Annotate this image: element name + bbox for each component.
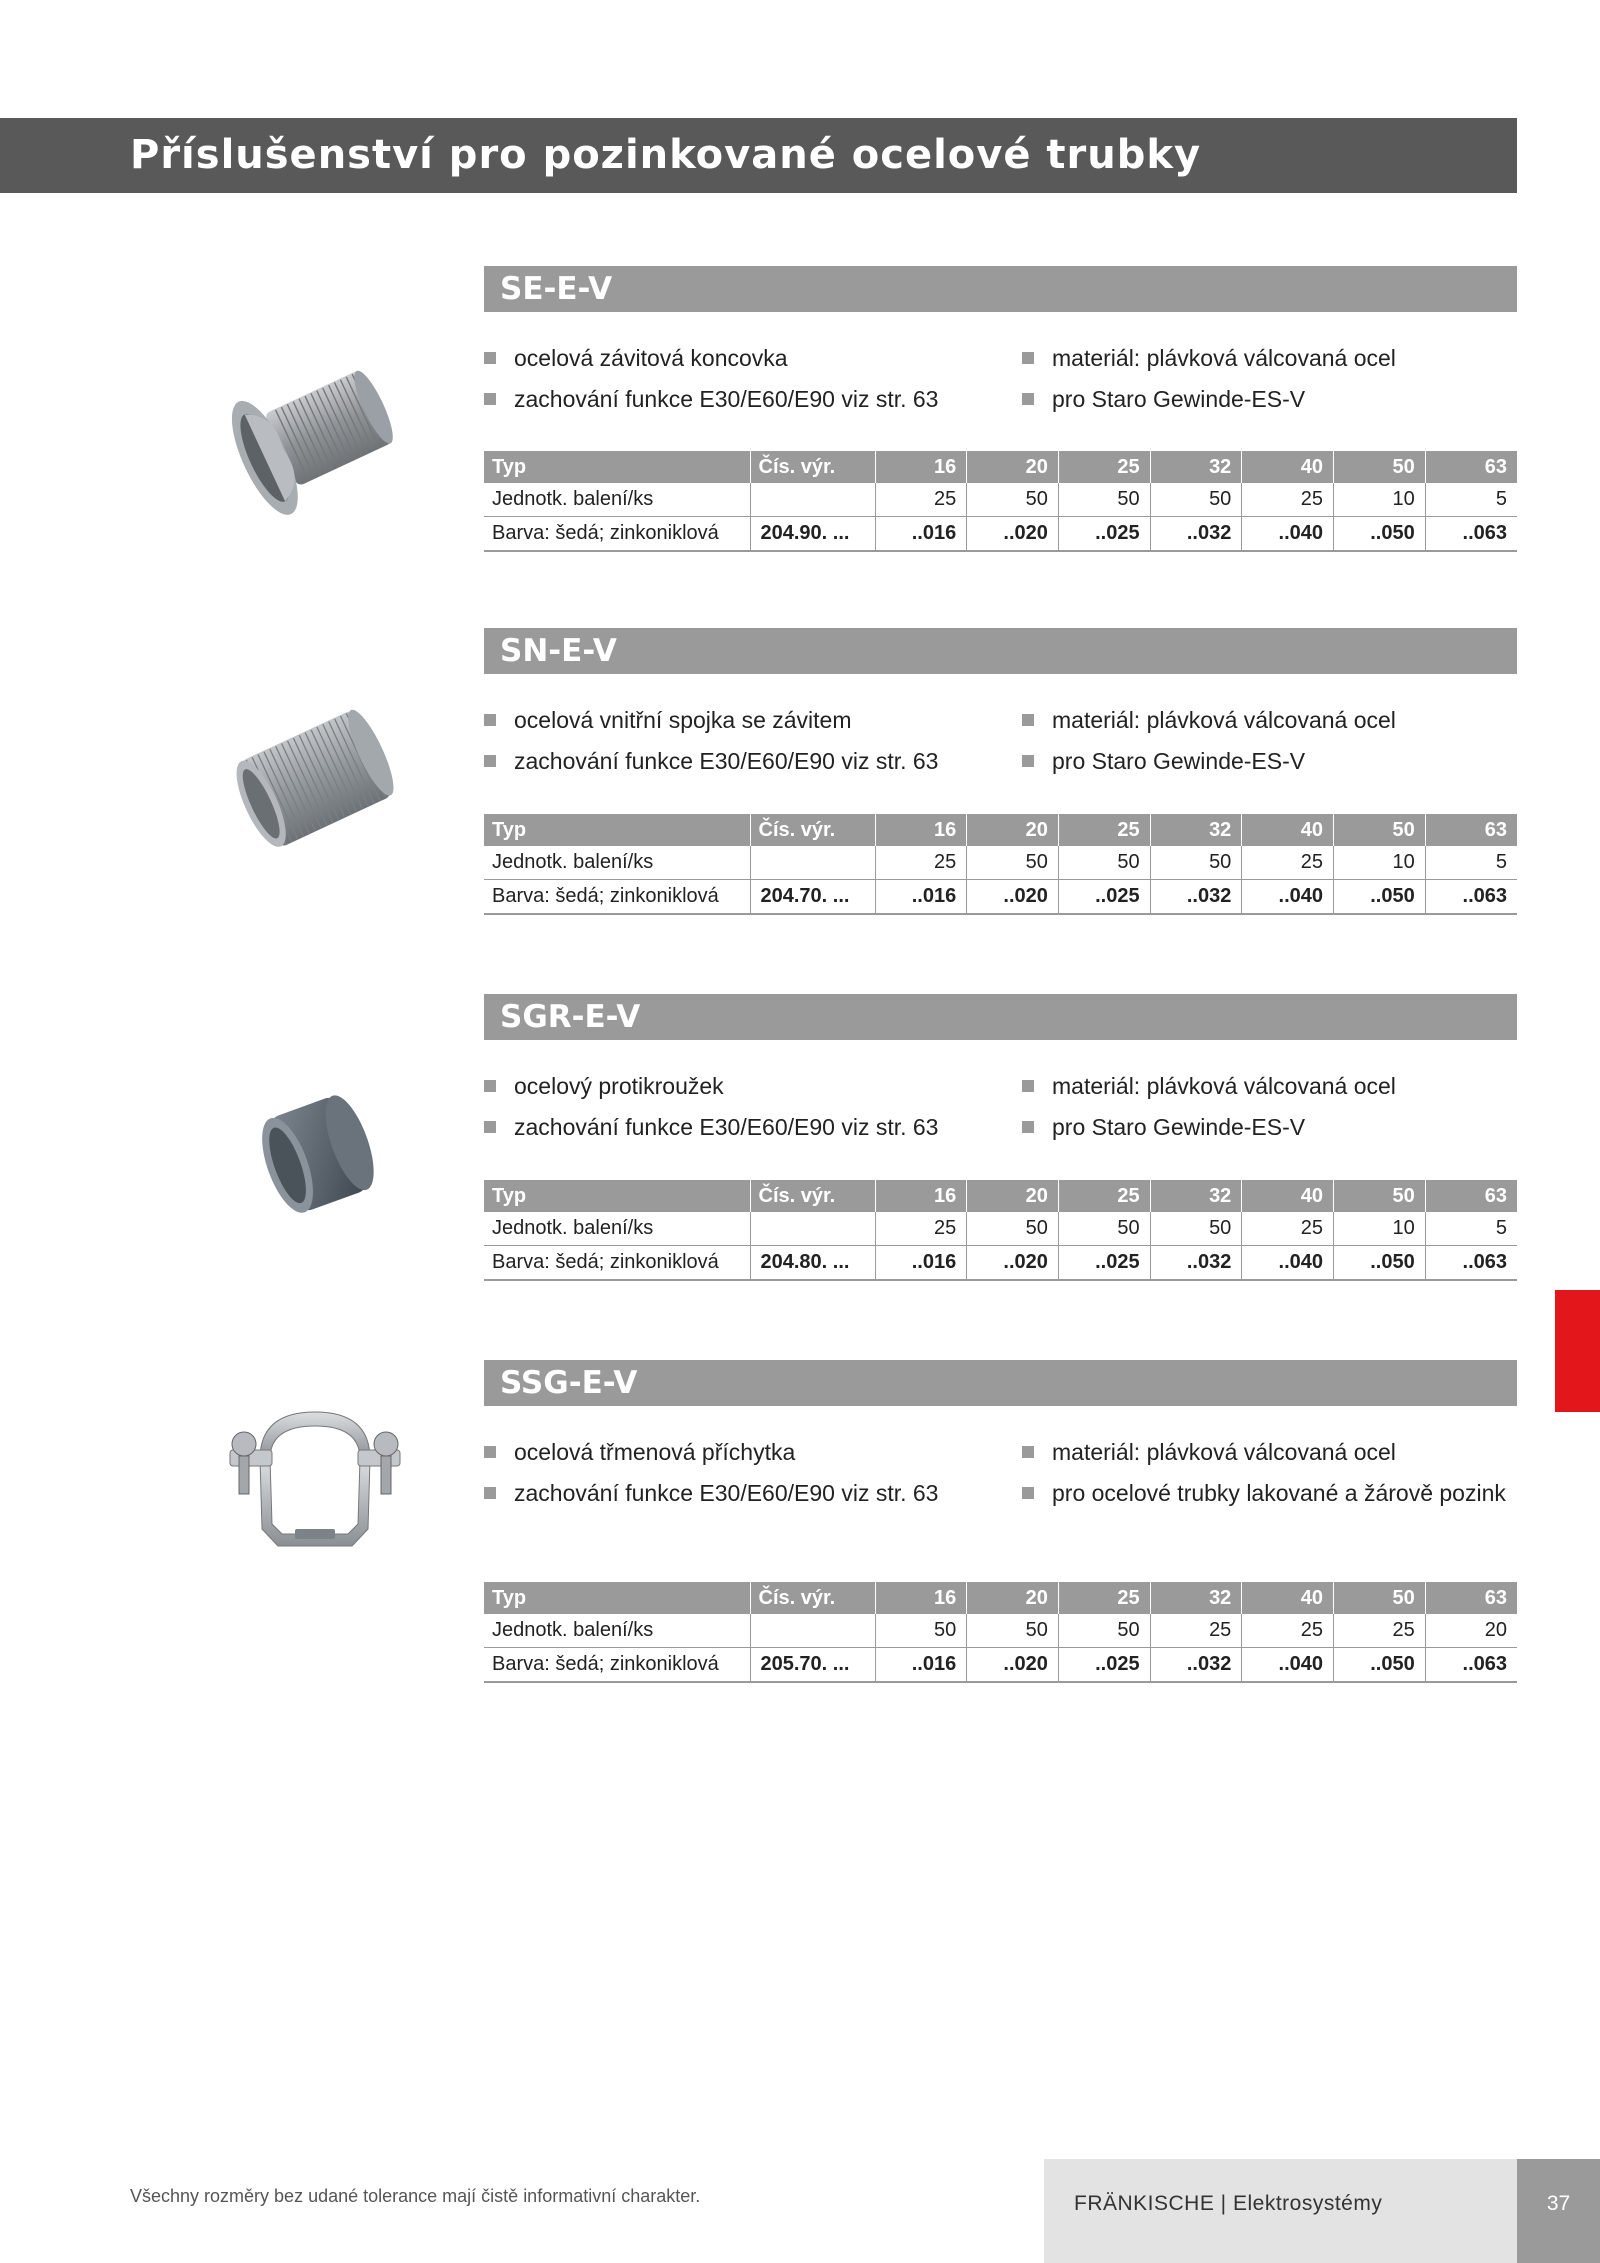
bullet-square-icon — [1022, 1080, 1034, 1092]
article-base-number: 204.80. ... — [750, 1246, 875, 1281]
size-header: 20 — [967, 451, 1059, 483]
feature-text: zachování funkce E30/E60/E90 viz str. 63 — [514, 1480, 939, 1506]
packaging-cell: 5 — [1425, 483, 1517, 517]
article-base-number: 204.90. ... — [750, 517, 875, 552]
packaging-cell: 50 — [1150, 1212, 1242, 1246]
article-code-cell: ..016 — [875, 1246, 967, 1281]
article-code-cell: ..050 — [1334, 880, 1426, 915]
feature-list-right — [1022, 706, 1517, 788]
feature-bullet — [484, 385, 1004, 414]
chapter-marker-tab — [1555, 1290, 1600, 1412]
bullet-square-icon — [1022, 352, 1034, 364]
feature-text: ocelová závitová koncovka — [514, 345, 788, 371]
feature-bullet — [1022, 344, 1517, 373]
article-code-cell: ..016 — [875, 1648, 967, 1683]
section-header — [484, 628, 1517, 674]
footer-brand-text: FRÄNKISCHE | Elektrosystémy — [1074, 2192, 1383, 2215]
article-code-cell: ..020 — [967, 880, 1059, 915]
feature-text: pro Staro Gewinde-ES-V — [1052, 386, 1306, 412]
article-code-cell: ..032 — [1150, 880, 1242, 915]
size-header: 25 — [1058, 451, 1150, 483]
feature-list-right — [1022, 1072, 1517, 1154]
size-header: 25 — [1058, 1582, 1150, 1614]
feature-bullet — [1022, 1072, 1517, 1101]
size-header: 16 — [875, 814, 967, 846]
pipe-clamp-image — [200, 1384, 430, 1584]
size-header: 63 — [1425, 1582, 1517, 1614]
packaging-cell: 50 — [875, 1614, 967, 1648]
feature-text: zachování funkce E30/E60/E90 viz str. 63 — [514, 1114, 939, 1140]
packaging-cell: 50 — [967, 483, 1059, 517]
size-header: 50 — [1334, 451, 1426, 483]
row-label: Jednotk. balení/ks — [484, 1614, 750, 1648]
article-code-cell: ..016 — [875, 517, 967, 552]
packaging-cell: 25 — [1150, 1614, 1242, 1648]
article-code-cell: ..032 — [1150, 517, 1242, 552]
packaging-cell: 50 — [967, 1614, 1059, 1648]
packaging-cell: 20 — [1425, 1614, 1517, 1648]
article-code-cell: ..020 — [967, 1246, 1059, 1281]
article-header: Čís. výr. — [750, 1180, 875, 1212]
size-header: 50 — [1334, 1180, 1426, 1212]
article-code-cell: ..040 — [1242, 1246, 1334, 1281]
feature-list-left — [484, 1072, 1004, 1154]
row-label: Barva: šedá; zinkoniklová — [484, 1648, 750, 1683]
size-header: 20 — [967, 1180, 1059, 1212]
threaded-coupling-image — [200, 682, 430, 882]
size-header: 40 — [1242, 814, 1334, 846]
table-row — [484, 1648, 1517, 1683]
lock-ring-image — [200, 1050, 430, 1250]
section-header — [484, 1360, 1517, 1406]
packaging-cell: 50 — [1058, 846, 1150, 880]
empty-cell — [750, 1614, 875, 1648]
article-header: Čís. výr. — [750, 1582, 875, 1614]
article-code-cell: ..025 — [1058, 880, 1150, 915]
feature-bullet — [484, 1438, 1004, 1467]
size-header: 40 — [1242, 1180, 1334, 1212]
feature-bullet — [1022, 747, 1517, 776]
bullet-square-icon — [1022, 1487, 1034, 1499]
bullet-square-icon — [484, 1446, 496, 1458]
size-header: 63 — [1425, 1180, 1517, 1212]
table-header-row — [484, 1582, 1517, 1614]
packaging-cell: 50 — [1058, 1614, 1150, 1648]
size-header: 63 — [1425, 451, 1517, 483]
typ-header: Typ — [484, 814, 750, 846]
row-label: Barva: šedá; zinkoniklová — [484, 1246, 750, 1281]
bullet-square-icon — [1022, 393, 1034, 405]
row-label: Jednotk. balení/ks — [484, 483, 750, 517]
packaging-cell: 50 — [1058, 483, 1150, 517]
table-header-row — [484, 814, 1517, 846]
feature-text: zachování funkce E30/E60/E90 viz str. 63 — [514, 386, 939, 412]
size-header: 32 — [1150, 451, 1242, 483]
packaging-cell: 25 — [1242, 1212, 1334, 1246]
packaging-cell: 25 — [1242, 1614, 1334, 1648]
article-code-cell: ..025 — [1058, 1648, 1150, 1683]
row-label: Barva: šedá; zinkoniklová — [484, 517, 750, 552]
article-code-cell: ..025 — [1058, 517, 1150, 552]
size-header: 20 — [967, 814, 1059, 846]
article-base-number: 205.70. ... — [750, 1648, 875, 1683]
product-name: SGR-E-V — [500, 999, 641, 1035]
packaging-cell: 50 — [967, 1212, 1059, 1246]
packaging-cell: 10 — [1334, 846, 1426, 880]
page-number-box — [1517, 2159, 1600, 2263]
row-label: Jednotk. balení/ks — [484, 1212, 750, 1246]
article-code-cell: ..020 — [967, 1648, 1059, 1683]
packaging-cell: 25 — [875, 846, 967, 880]
packaging-cell: 50 — [1150, 483, 1242, 517]
packaging-cell: 5 — [1425, 846, 1517, 880]
size-header: 50 — [1334, 814, 1426, 846]
feature-bullet — [1022, 385, 1517, 414]
feature-text: pro Staro Gewinde-ES-V — [1052, 748, 1306, 774]
typ-header: Typ — [484, 1582, 750, 1614]
size-header: 16 — [875, 1582, 967, 1614]
packaging-cell: 10 — [1334, 483, 1426, 517]
table-header-row — [484, 451, 1517, 483]
article-code-cell: ..050 — [1334, 1246, 1426, 1281]
bullet-square-icon — [484, 393, 496, 405]
article-code-cell: ..050 — [1334, 517, 1426, 552]
bullet-square-icon — [1022, 1121, 1034, 1133]
article-code-cell: ..025 — [1058, 1246, 1150, 1281]
table-row — [484, 1614, 1517, 1648]
bullet-square-icon — [1022, 1446, 1034, 1458]
product-name: SN-E-V — [500, 633, 617, 669]
size-header: 16 — [875, 1180, 967, 1212]
feature-bullet — [1022, 1113, 1517, 1142]
feature-bullet — [1022, 706, 1517, 735]
article-code-cell: ..016 — [875, 880, 967, 915]
packaging-cell: 50 — [967, 846, 1059, 880]
feature-bullet — [484, 1113, 1004, 1142]
section-header — [484, 994, 1517, 1040]
section-header — [484, 266, 1517, 312]
feature-bullet — [484, 1072, 1004, 1101]
size-header: 40 — [1242, 451, 1334, 483]
feature-text: ocelová třmenová příchytka — [514, 1439, 796, 1465]
feature-bullet — [484, 747, 1004, 776]
empty-cell — [750, 1212, 875, 1246]
table-row — [484, 880, 1517, 915]
spec-table — [484, 451, 1517, 552]
feature-bullet — [484, 344, 1004, 373]
packaging-cell: 25 — [875, 483, 967, 517]
size-header: 40 — [1242, 1582, 1334, 1614]
product-name: SE-E-V — [500, 271, 613, 307]
feature-text: pro ocelové trubky lakované a žárově pozink — [1052, 1480, 1506, 1506]
typ-header: Typ — [484, 1180, 750, 1212]
feature-bullet — [484, 1479, 1004, 1508]
footer-disclaimer: Všechny rozměry bez udané tolerance mají čistě informativní charakter. — [130, 2186, 701, 2206]
table-header-row — [484, 1180, 1517, 1212]
feature-bullet — [484, 706, 1004, 735]
packaging-cell: 10 — [1334, 1212, 1426, 1246]
spec-table — [484, 814, 1517, 915]
footer-brand-box — [1044, 2159, 1517, 2263]
packaging-cell: 25 — [1334, 1614, 1426, 1648]
feature-text: pro Staro Gewinde-ES-V — [1052, 1114, 1306, 1140]
table-row — [484, 846, 1517, 880]
feature-list-right — [1022, 344, 1517, 426]
product-name: SSG-E-V — [500, 1365, 638, 1401]
feature-list-left — [484, 1438, 1004, 1520]
feature-text: materiál: plávková válcovaná ocel — [1052, 345, 1396, 371]
feature-list-left — [484, 706, 1004, 788]
bullet-square-icon — [484, 1121, 496, 1133]
size-header: 32 — [1150, 1582, 1242, 1614]
article-code-cell: ..032 — [1150, 1648, 1242, 1683]
size-header: 32 — [1150, 814, 1242, 846]
page-title-bar — [0, 118, 1517, 193]
table-row — [484, 1246, 1517, 1281]
size-header: 32 — [1150, 1180, 1242, 1212]
empty-cell — [750, 846, 875, 880]
bullet-square-icon — [484, 714, 496, 726]
row-label: Barva: šedá; zinkoniklová — [484, 880, 750, 915]
size-header: 25 — [1058, 1180, 1150, 1212]
feature-text: ocelová vnitřní spojka se závitem — [514, 707, 852, 733]
packaging-cell: 25 — [1242, 483, 1334, 517]
article-base-number: 204.70. ... — [750, 880, 875, 915]
size-header: 50 — [1334, 1582, 1426, 1614]
feature-text: zachování funkce E30/E60/E90 viz str. 63 — [514, 748, 939, 774]
feature-bullet — [1022, 1438, 1517, 1467]
table-row — [484, 1212, 1517, 1246]
article-code-cell: ..040 — [1242, 1648, 1334, 1683]
article-code-cell: ..050 — [1334, 1648, 1426, 1683]
feature-list-left — [484, 344, 1004, 426]
article-code-cell: ..063 — [1425, 517, 1517, 552]
packaging-cell: 50 — [1058, 1212, 1150, 1246]
spec-table — [484, 1582, 1517, 1683]
table-row — [484, 517, 1517, 552]
packaging-cell: 5 — [1425, 1212, 1517, 1246]
spec-table — [484, 1180, 1517, 1281]
bullet-square-icon — [1022, 755, 1034, 767]
article-code-cell: ..040 — [1242, 880, 1334, 915]
size-header: 25 — [1058, 814, 1150, 846]
size-header: 63 — [1425, 814, 1517, 846]
bullet-square-icon — [1022, 714, 1034, 726]
article-code-cell: ..032 — [1150, 1246, 1242, 1281]
typ-header: Typ — [484, 451, 750, 483]
feature-bullet — [1022, 1479, 1517, 1508]
article-code-cell: ..020 — [967, 517, 1059, 552]
packaging-cell: 25 — [875, 1212, 967, 1246]
feature-text: materiál: plávková válcovaná ocel — [1052, 707, 1396, 733]
row-label: Jednotk. balení/ks — [484, 846, 750, 880]
bullet-square-icon — [484, 755, 496, 767]
packaging-cell: 25 — [1242, 846, 1334, 880]
feature-list-right — [1022, 1438, 1517, 1520]
article-header: Čís. výr. — [750, 814, 875, 846]
threaded-end-piece-image — [200, 340, 430, 540]
article-header: Čís. výr. — [750, 451, 875, 483]
page-number: 37 — [1546, 2192, 1571, 2215]
article-code-cell: ..063 — [1425, 1246, 1517, 1281]
article-code-cell: ..040 — [1242, 517, 1334, 552]
feature-text: materiál: plávková válcovaná ocel — [1052, 1439, 1396, 1465]
article-code-cell: ..063 — [1425, 880, 1517, 915]
size-header: 20 — [967, 1582, 1059, 1614]
packaging-cell: 50 — [1150, 846, 1242, 880]
bullet-square-icon — [484, 352, 496, 364]
article-code-cell: ..063 — [1425, 1648, 1517, 1683]
feature-text: ocelový protikroužek — [514, 1073, 724, 1099]
feature-text: materiál: plávková válcovaná ocel — [1052, 1073, 1396, 1099]
empty-cell — [750, 483, 875, 517]
bullet-square-icon — [484, 1487, 496, 1499]
size-header: 16 — [875, 451, 967, 483]
table-row — [484, 483, 1517, 517]
page-title: Příslušenství pro pozinkované ocelové trubky — [130, 132, 1202, 178]
bullet-square-icon — [484, 1080, 496, 1092]
